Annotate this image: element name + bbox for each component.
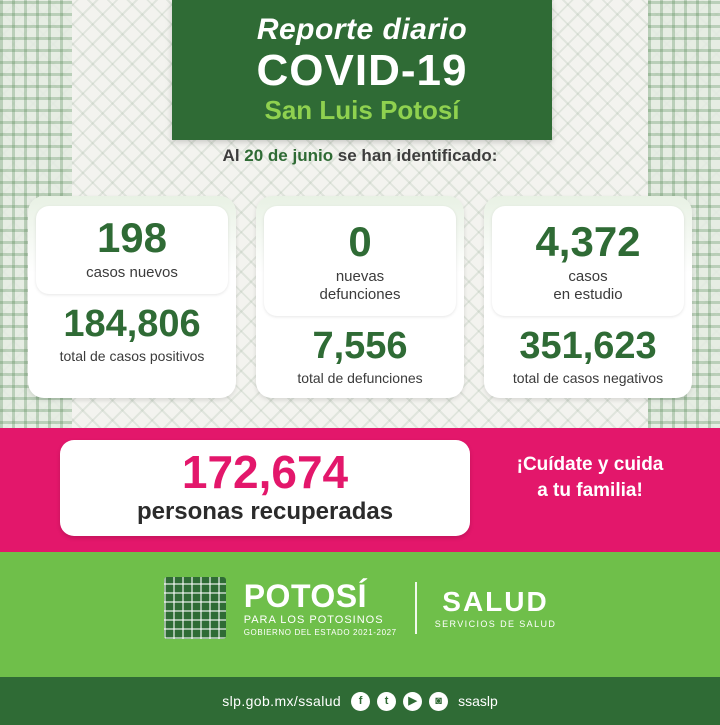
card-new-cases — [28, 196, 236, 398]
card-cases-under-study — [484, 196, 692, 398]
footer-logos — [0, 577, 720, 639]
card-cases-under-study-inner — [492, 206, 684, 316]
instagram-icon[interactable]: ◙ — [429, 692, 448, 711]
potosi-emblem-icon — [164, 577, 226, 639]
twitter-icon[interactable]: t — [377, 692, 396, 711]
recovered-box — [60, 440, 470, 536]
total-positive-label: total de casos positivos — [59, 347, 205, 364]
header-line-report: Reporte diario — [256, 13, 468, 46]
cases-under-study-label-line1: casos — [568, 268, 608, 286]
cases-under-study-value: 4,372 — [535, 218, 641, 265]
footer-divider — [415, 582, 417, 634]
recovered-value: 172,674 — [181, 446, 349, 498]
new-cases-value: 198 — [96, 214, 168, 261]
total-deaths-label: total de defunciones — [297, 369, 423, 386]
card-new-cases-inner — [36, 206, 228, 294]
new-cases-label: casos nuevos — [86, 264, 178, 282]
cases-under-study-label-line2: en estudio — [553, 286, 623, 304]
subtitle-suffix: se han identificado: — [333, 146, 498, 165]
total-deaths-value: 7,556 — [312, 325, 408, 368]
stat-cards — [28, 196, 692, 398]
subtitle-prefix: Al — [222, 146, 245, 165]
potosi-government-line: GOBIERNO DEL ESTADO 2021-2027 — [243, 627, 397, 637]
social-handle: ssaslp — [458, 693, 498, 709]
card-new-deaths — [256, 196, 464, 398]
poster-header — [172, 0, 552, 140]
new-deaths-value: 0 — [348, 218, 372, 265]
care-message — [492, 452, 688, 503]
subtitle — [0, 146, 720, 166]
subtitle-date: 20 de junio — [244, 146, 334, 165]
potosi-name: POTOSÍ — [243, 577, 368, 614]
care-message-line2: a tu familia! — [537, 479, 643, 501]
salud-name: SALUD — [442, 585, 549, 617]
potosi-logo-text — [243, 577, 397, 637]
total-negative-value: 351,623 — [519, 325, 657, 368]
salud-tagline: SERVICIOS DE SALUD — [434, 618, 557, 629]
potosi-tagline: PARA LOS POTOSINOS — [243, 613, 384, 626]
bottom-bar — [0, 677, 720, 725]
total-positive-value: 184,806 — [63, 303, 201, 346]
youtube-icon[interactable]: ▶ — [403, 692, 422, 711]
facebook-icon[interactable]: f — [351, 692, 370, 711]
care-message-line1: ¡Cuídate y cuida — [516, 454, 664, 475]
website-url[interactable]: slp.gob.mx/ssalud — [222, 693, 342, 709]
card-new-deaths-inner — [264, 206, 456, 316]
recovered-label: personas recuperadas — [136, 498, 394, 526]
social-icons — [351, 692, 448, 711]
header-line-location: San Luis Potosí — [264, 94, 460, 125]
new-deaths-label-line2: defunciones — [319, 286, 401, 304]
total-negative-label: total de casos negativos — [512, 369, 664, 386]
new-deaths-label-line1: nuevas — [335, 268, 385, 286]
salud-logo — [434, 585, 557, 629]
header-line-covid: COVID-19 — [256, 45, 468, 95]
